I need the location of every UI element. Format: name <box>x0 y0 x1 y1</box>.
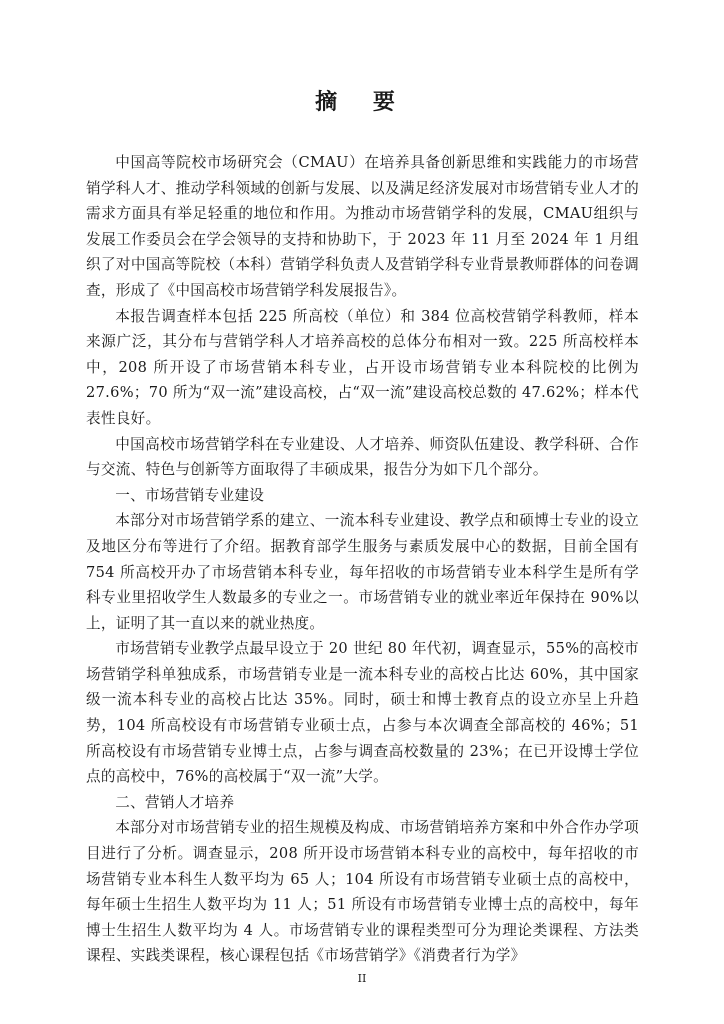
intro-paragraph-1: 中国高等院校市场研究会（CMAU）在培养具备创新思维和实践能力的市场营销学科人才、推动学科领域的创新与发展、以及满足经济发展对市场营销专业人才的需求方面具有举足轻重的地位和作用。为推动市场营销学科的发展，CMAU组织与发展工作委员会在学会领导的支持和协助下，于 2023 年 11 月至 2024 年 1 月组织了对中国高等院校（本科）营销学科负责人及营销学科专业背景教师群体的问卷调查，形成了《中国高校市场营销学科发展报告》。 <box>86 154 639 299</box>
section-1-paragraph-1: 本部分对市场营销学系的建立、一流本科专业建设、教学点和硕博士专业的设立及地区分布等进行了介绍。据教育部学生服务与素质发展中心的数据，目前全国有 754 所高校开办了市场营销本科专业，每年招收的市场营销专业本科学生是所有学科专业里招收学生人数最多的专业之一。市场营销专业的就业率近年保持在 90%以上，证明了其一直以来的就业热度。 <box>86 512 639 632</box>
section-1-paragraph-2: 市场营销专业教学点最早设立于 20 世纪 80 年代初，调查显示，55%的高校市场营销学科单独成系，市场营销专业是一流本科专业的高校占比达 60%，其中国家级一流本科专业的高校占比达 35%。同时，硕士和博士教育点的设立亦呈上升趋势，104 所高校设有市场营销专业硕士点，占参与本次调查全部高校的 46%；51 所高校设有市场营销专业博士点，占参与调查高校数量的 23%；在已开设博士学位点的高校中，76%的高校属于“双一流”大学。 <box>86 640 639 786</box>
intro-paragraph-2: 本报告调查样本包括 225 所高校（单位）和 384 位高校营销学科教师，样本来源广泛，其分布与营销学科人才培养高校的总体分布相对一致。225 所高校样本中，208 所开设了市场营销本科专业，占开设市场营销专业本科院校的比例为 27.6%；70 所为“双一流”建设高校，占“双一流”建设高校总数的 47.62%；样本代表性良好。 <box>86 307 639 427</box>
page-number: II <box>357 972 367 985</box>
section-2-paragraph-1: 本部分对市场营销专业的招生规模及构成、市场营销培养方案和中外合作办学项目进行了分析。调查显示，208 所开设市场营销本科专业的高校中，每年招收的市场营销专业本科生人数平均为 65 人；104 所设有市场营销专业硕士点的高校中，每年硕士生招生人数平均为 11 人；51 所设有市场营销专业博士点的高校中，每年博士生招生人数平均为 4 人。市场营销专业的课程类型可分为理论类课程、方法类课程、实践类课程，核心课程包括《市场营销学》《消费者行为学》 <box>86 819 639 965</box>
page-title: 摘 要 <box>315 89 409 115</box>
section-1-heading: 一、市场营销专业建设 <box>115 486 265 504</box>
section-2-heading: 二、营销人才培养 <box>115 793 235 811</box>
abstract-body <box>86 150 639 969</box>
intro-paragraph-3: 中国高校市场营销学科在专业建设、人才培养、师资队伍建设、教学科研、合作与交流、特色与创新等方面取得了丰硕成果，报告分为如下几个部分。 <box>86 435 639 479</box>
